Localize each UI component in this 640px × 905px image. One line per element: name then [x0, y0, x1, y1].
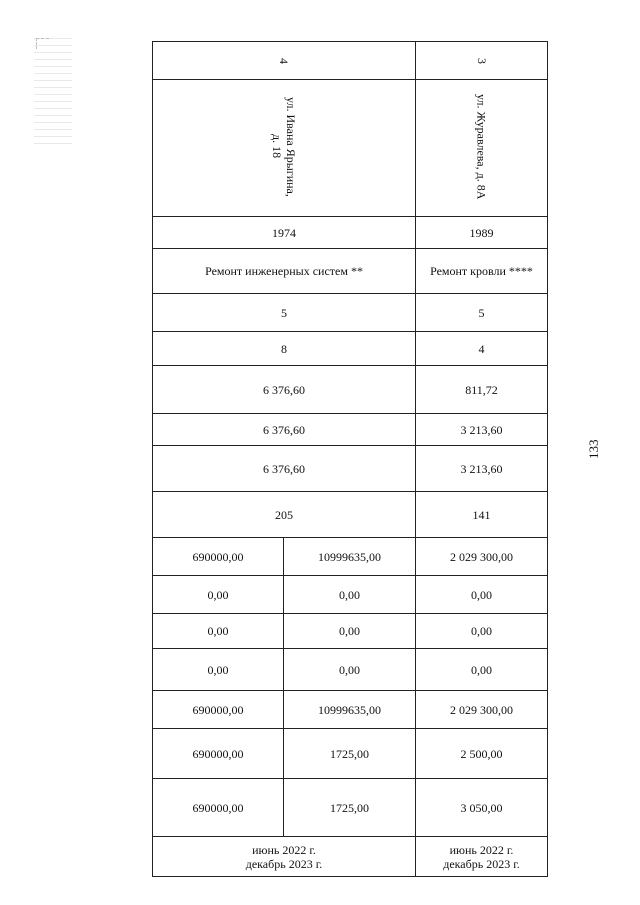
table-cell: 10999635,00: [284, 538, 416, 576]
cell-work-type: Ремонт кровли ****: [416, 249, 548, 294]
table-row: [153, 446, 548, 492]
table-cell: 690000,00: [153, 691, 284, 729]
table-row: [153, 492, 548, 538]
table-cell: 3 213,60: [416, 446, 548, 492]
table-cell: 690000,00: [153, 779, 284, 837]
table-row-year: [153, 217, 548, 249]
table-cell: 8: [153, 332, 416, 366]
table-row: [153, 649, 548, 691]
table-cell: 0,00: [416, 576, 548, 614]
table-cell: 0,00: [153, 576, 284, 614]
table-cell: 5: [153, 294, 416, 332]
table-cell: 10999635,00: [284, 691, 416, 729]
table-cell: 5: [416, 294, 548, 332]
table-cell: 4: [416, 332, 548, 366]
table-cell: 690000,00: [153, 729, 284, 779]
table-row: [153, 691, 548, 729]
table-row: [153, 779, 548, 837]
table-cell: 2 029 300,00: [416, 538, 548, 576]
table-row-header-numbers: [153, 42, 548, 80]
table-cell: 0,00: [284, 576, 416, 614]
table-row-work-type: [153, 249, 548, 294]
cell-col-number: 3: [416, 42, 548, 80]
table-row: [153, 366, 548, 414]
table-cell: 0,00: [284, 614, 416, 649]
faint-stamp-mark: [34, 38, 72, 146]
cell-period: июнь 2022 г. декабрь 2023 г.: [153, 837, 416, 877]
cell-year: 1974: [153, 217, 416, 249]
table-cell: 1725,00: [284, 779, 416, 837]
table-cell: 0,00: [153, 614, 284, 649]
table-cell: 3 213,60: [416, 414, 548, 446]
table-cell: 1725,00: [284, 729, 416, 779]
table-row: [153, 614, 548, 649]
table-cell: 0,00: [416, 649, 548, 691]
table-cell: 2 500,00: [416, 729, 548, 779]
cell-work-type: Ремонт инженерных систем **: [153, 249, 416, 294]
table-cell: 141: [416, 492, 548, 538]
table-row-addresses: [153, 80, 548, 217]
cell-col-number: 4: [153, 42, 416, 80]
table-cell: 2 029 300,00: [416, 691, 548, 729]
cell-year: 1989: [416, 217, 548, 249]
table-row: [153, 576, 548, 614]
table-cell: 6 376,60: [153, 414, 416, 446]
table-cell: 0,00: [284, 649, 416, 691]
table-row-period: [153, 837, 548, 877]
table-cell: 6 376,60: [153, 446, 416, 492]
table-row: [153, 414, 548, 446]
table-cell: 205: [153, 492, 416, 538]
cell-period: июнь 2022 г. декабрь 2023 г.: [416, 837, 548, 877]
table-cell: 3 050,00: [416, 779, 548, 837]
table-row: [153, 538, 548, 576]
table-cell: 811,72: [416, 366, 548, 414]
table-cell: 6 376,60: [153, 366, 416, 414]
table-cell: 0,00: [416, 614, 548, 649]
table-row: [153, 294, 548, 332]
table-cell: 0,00: [153, 649, 284, 691]
repair-program-table: [152, 41, 548, 877]
table-row: [153, 332, 548, 366]
cell-address: ул. Ивана Ярыгина, д. 18: [153, 80, 416, 217]
cell-address: ул. Журавлева, д. 8А: [416, 80, 548, 217]
table-row: [153, 729, 548, 779]
page-number: 133: [586, 439, 601, 459]
table-cell: 690000,00: [153, 538, 284, 576]
